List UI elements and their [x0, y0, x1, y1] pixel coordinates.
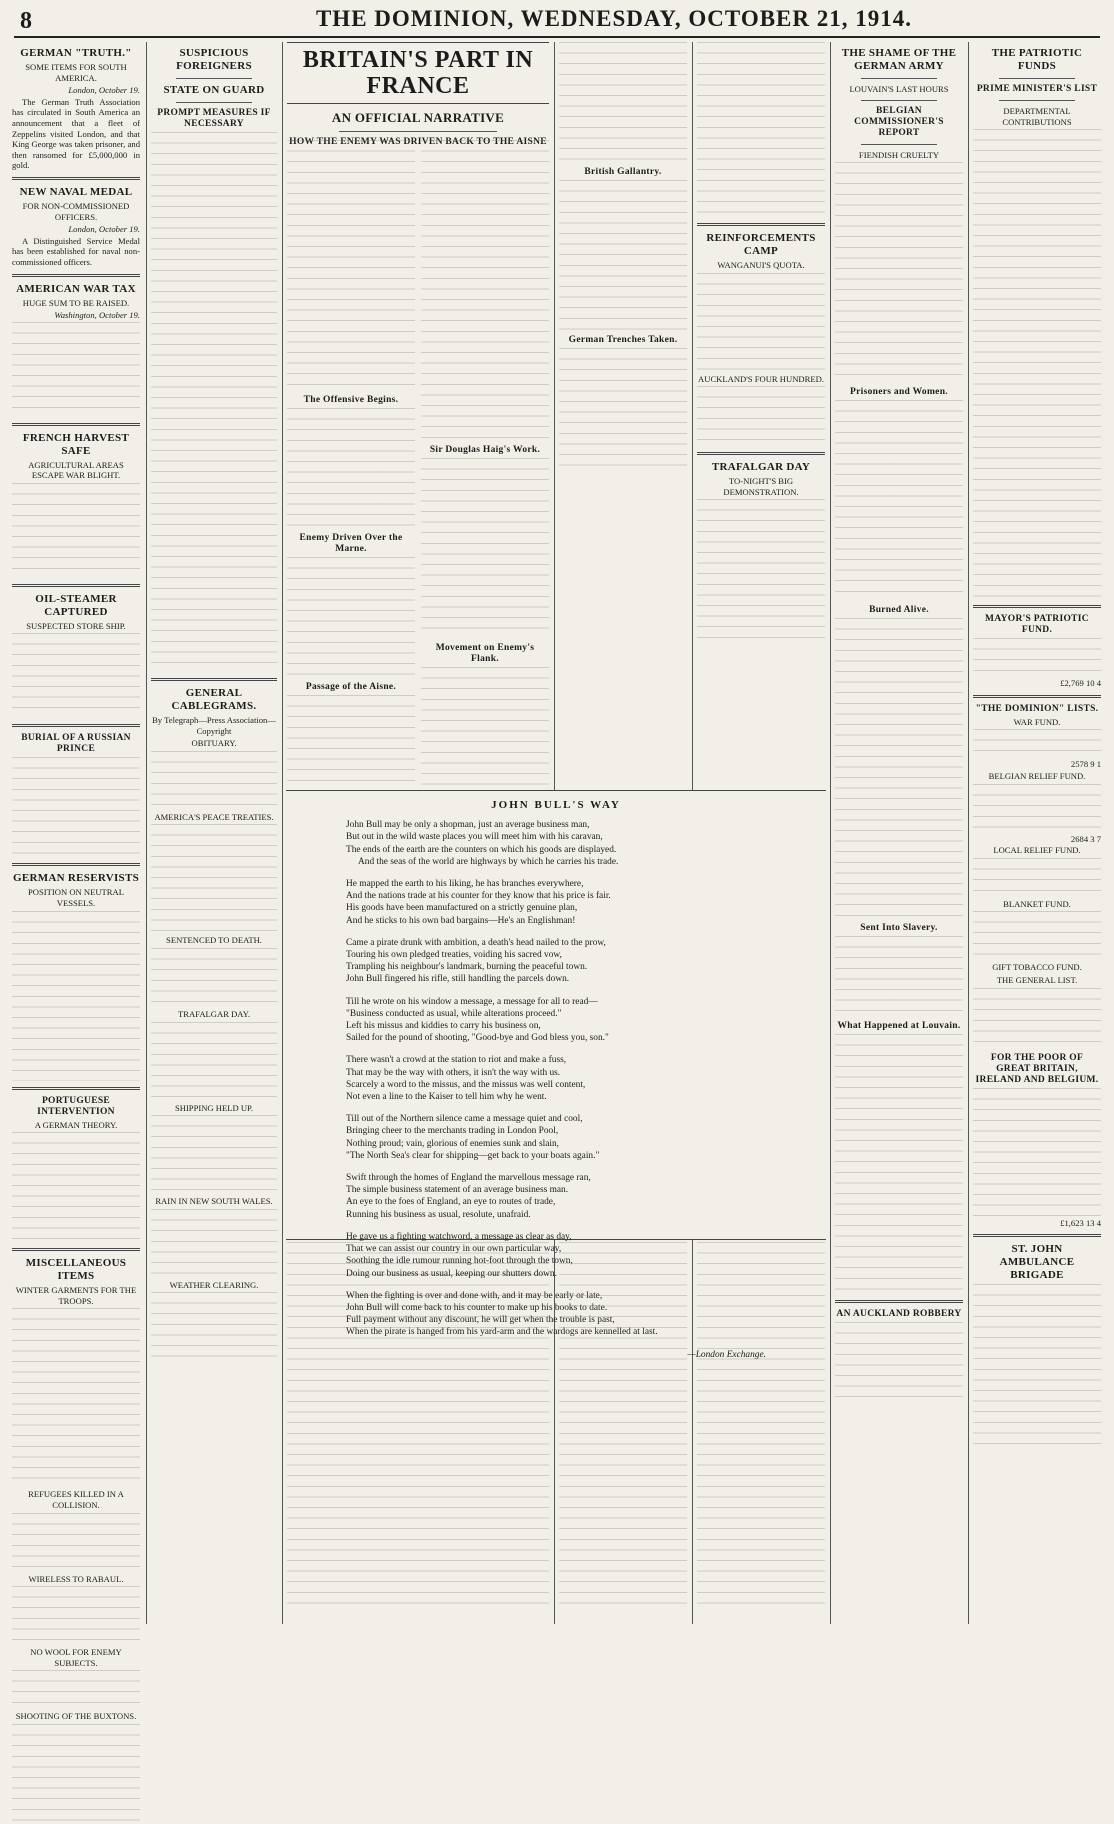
headline: THE PATRIOTIC FUNDS [991, 47, 1083, 72]
subheadline: SUSPECTED STORE SHIP. [26, 620, 126, 631]
headline: THE SHAME OF THE GERMAN ARMY [841, 47, 957, 72]
subheadline: BLANKET FUND. [1003, 898, 1071, 909]
subheadline: NO WOOL FOR ENEMY SUBJECTS. [30, 1647, 122, 1668]
poem-stanza: When the fighting is over and done with, and it may be early or late, John Bull will come back to his counter to make up his books to date. Full payment without any discount, he will get when the trouble is past, When the pirate is hanged from his yard-arm and the wardogs are kennelled at last. [346, 1290, 658, 1338]
column-6 [697, 42, 825, 784]
headline: PORTUGUESE INTERVENTION [37, 1095, 115, 1117]
subheadline: The Offensive Begins. [303, 395, 399, 405]
subheadline: FIENDISH CRUELTY [858, 149, 940, 160]
subheadline: Passage of the Aisne. [305, 682, 397, 692]
article-text: The German Truth Association has circulated in South America an announcement that a fleet of Zeppelins visited London, and that King George was taken prisoner, and then ransomed for £5,000,000 in gold. [12, 96, 140, 171]
subheadline: Sir Douglas Haig's Work. [429, 445, 541, 455]
poem-stanza: He gave us a fighting watchword, a message as clear as day, That we can assist our country in our own particular way, Soothing the idle rumour running hot-foot through the town, Doing our business as usual, keeping our shutters down. [346, 1231, 573, 1279]
subheadline: Prisoners and Women. [850, 387, 948, 398]
headline: GERMAN RESERVISTS [12, 872, 140, 885]
poem-stanza: Came a pirate drunk with ambition, a death's head nailed to the prow, Touring his own pledged treaties, voiding his sacred vow, Trampling his neighbour's landmark, burning the peaceful town. John Bull fingered his rifle, still handling the parcels down. [346, 937, 606, 985]
headline: NEW NAVAL MEDAL [19, 185, 133, 198]
fund-total-row: 2578 9 1 [1070, 759, 1101, 770]
subheadline: SENTENCED TO DEATH. [166, 935, 262, 946]
headline: "THE DOMINION" LISTS. [975, 703, 1099, 714]
column-6-lower [697, 1242, 825, 1624]
fund-total-row: £1,623 13 4 [1060, 1217, 1101, 1228]
subheadline: AUCKLAND'S FOUR HUNDRED. [698, 373, 824, 384]
headline: BURIAL OF A RUSSIAN PRINCE [21, 733, 131, 755]
subheadline: A GERMAN THEORY. [34, 1119, 118, 1130]
main-headline: BRITAIN'S PART IN FRANCE [302, 47, 534, 99]
headline: MAYOR'S PATRIOTIC FUND. [985, 614, 1089, 636]
subheadline: OBITUARY. [191, 738, 237, 749]
headline: MISCELLANEOUS ITEMS [25, 1257, 127, 1283]
subheadline: TRAFALGAR DAY. [178, 1008, 250, 1019]
column-rule [830, 42, 831, 1624]
subheadline: DEPARTMENTAL CONTRIBUTIONS [1002, 106, 1072, 127]
subheadline: LOCAL RELIEF FUND. [993, 845, 1081, 856]
subheadline: German Trenches Taken. [568, 335, 678, 345]
column-8 [973, 42, 1101, 1624]
poem-stanza: Till out of the Northern silence came a message quiet and cool, Bringing cheer to the merchants trading in London Pool, Nothing proud; vain, glorious of enemies sunk and slain, "The North Sea's clear for shipping—get back to your boats again." [346, 1114, 600, 1161]
subheadline: WANGANUI'S QUOTA. [717, 260, 805, 270]
poem-box [286, 790, 826, 1360]
headline: REINFORCEMENTS CAMP [706, 232, 816, 257]
subheadline: By Telegraph—Press Association—Copyright [152, 715, 276, 736]
subheadline: SHIPPING HELD UP. [174, 1102, 254, 1113]
fund-total-row: 2684 3 7 [1070, 833, 1101, 844]
subheadline: BELGIAN COMMISSIONER'S REPORT [854, 105, 944, 138]
subheadline: Enemy Driven Over the Marne. [299, 533, 403, 554]
column-3b [421, 140, 549, 790]
subheadline: GIFT TOBACCO FUND. [992, 962, 1082, 973]
subheadline: British Gallantry. [584, 167, 662, 177]
subheadline: SOME ITEMS FOR SOUTH AMERICA. [25, 62, 127, 83]
dateline: London, October 19. [68, 224, 140, 235]
subheadline: TO-NIGHT'S BIG DEMONSTRATION. [723, 476, 799, 497]
dateline: London, October 19. [68, 85, 140, 96]
headline: FOR THE POOR OF GREAT BRITAIN, IRELAND AND BELGIUM. [975, 1052, 1099, 1085]
column-rule [146, 42, 147, 1624]
subheadline: HUGE SUM TO BE RAISED. [22, 297, 130, 308]
subheadline: REFUGEES KILLED IN A COLLISION. [28, 1489, 124, 1511]
subheadline: WEATHER CLEARING. [169, 1279, 259, 1290]
poem-stanza: John Bull may be only a shopman, just an average business man, But out in the wild waste places you will meet him with his caravan, The ends of the earth are the counters on which his goods are displayed. And the seas of the world are highways by which he carries his trade. [346, 820, 619, 867]
column-1 [12, 42, 140, 1722]
newspaper-title: THE DOMINION, WEDNESDAY, OCTOBER 21, 1914. [315, 6, 913, 31]
poem-title: JOHN BULL'S WAY [491, 799, 621, 811]
subheadline: POSITION ON NEUTRAL VESSELS. [28, 887, 124, 909]
subheadline: HOW THE ENEMY WAS DRIVEN BACK TO THE AISNE [289, 137, 547, 147]
column-5-lower [559, 1242, 687, 1624]
subheadline: SHOOTING OF THE BUXTONS. [15, 1711, 137, 1722]
article-text: A Distinguished Service Medal has been established for naval non-commissioned officers. [12, 235, 140, 267]
headline: STATE ON GUARD [163, 84, 265, 96]
column-rule [968, 42, 969, 1624]
poem-stanza: There wasn't a crowd at the station to riot and make a fuss, That may be the way with others, it isn't the way with us. Scarcely a word to the missus, and the missus was well content, Not even a line to the Kaiser to tell him why he went. [346, 1055, 586, 1103]
masthead [14, 6, 1100, 38]
subheadline: RAIN IN NEW SOUTH WALES. [155, 1196, 273, 1207]
dateline: Washington, October 19. [54, 310, 140, 321]
column-2 [151, 42, 277, 1624]
headline: SUSPICIOUS FOREIGNERS [176, 47, 252, 72]
fund-total-row: £2,769 10 4 [1060, 678, 1101, 689]
headline: AN AUCKLAND ROBBERY [836, 1309, 962, 1320]
subheadline: WAR FUND. [1013, 716, 1061, 727]
subheadline: BELGIAN RELIEF FUND. [988, 770, 1086, 781]
subheadline: Burned Alive. [869, 605, 929, 616]
poem-source: —London Exchange. [687, 1349, 766, 1360]
subheadline: LOUVAIN'S LAST HOURS [849, 84, 949, 94]
headline: GERMAN "TRUTH." [20, 47, 132, 59]
subheadline: What Happened at Louvain. [837, 1021, 961, 1032]
headline: GENERAL CABLEGRAMS. [171, 687, 257, 712]
subheadline: Sent Into Slavery. [860, 923, 938, 934]
column-7 [835, 42, 963, 1624]
headline: FRENCH HARVEST SAFE [22, 431, 130, 457]
page-number: 8 [20, 8, 32, 34]
subheadline: AN OFFICIAL NARRATIVE [331, 110, 505, 125]
column-3a [287, 140, 415, 790]
poem-stanza: Swift through the homes of England the marvellous message ran, The simple business statement of an average business man. An eye to the foes of England, an eye to routes of trade, Running his business as usual, resolute, unafraid. [346, 1173, 591, 1220]
poem-stanza: Till he wrote on his window a message, a message for all to read— "Business conducted as usual, while alterations proceed." Left his missus and kiddies to carry his business on, Sailed for the pound of shooting, "Good-bye and God bless you, son." [346, 996, 609, 1044]
subheadline: AGRICULTURAL AREAS ESCAPE WAR BLIGHT. [28, 459, 124, 481]
column-5 [559, 42, 687, 784]
subheadline: Movement on Enemy's Flank. [435, 643, 535, 664]
subheadline: THE GENERAL LIST. [996, 974, 1078, 985]
poem-stanza: He mapped the earth to his liking, he has branches everywhere, And the nations trade at his counter for they know that his price is fair. His goods have been manufactured on a strictly genuine plan, And he sticks to his own bad bargains—He's an Englishman! [346, 879, 611, 926]
subheadline: AMERICA'S PEACE TREATIES. [154, 811, 274, 822]
headline: TRAFALGAR DAY [711, 461, 811, 474]
column-rule [282, 42, 283, 1624]
headline: OIL-STEAMER CAPTURED [35, 592, 117, 618]
headline: AMERICAN WAR TAX [16, 282, 136, 295]
subheadline: FOR NON-COMMISSIONED OFFICERS. [22, 200, 130, 222]
subheadline: PROMPT MEASURES IF NECESSARY [157, 108, 271, 129]
subheadline: WIRELESS TO RABAUL. [28, 1573, 124, 1584]
headline: ST. JOHN AMBULANCE BRIGADE [999, 1243, 1075, 1282]
subheadline: WINTER GARMENTS FOR THE TROOPS. [15, 1285, 137, 1306]
subheadline: PRIME MINISTER'S LIST [976, 84, 1098, 94]
